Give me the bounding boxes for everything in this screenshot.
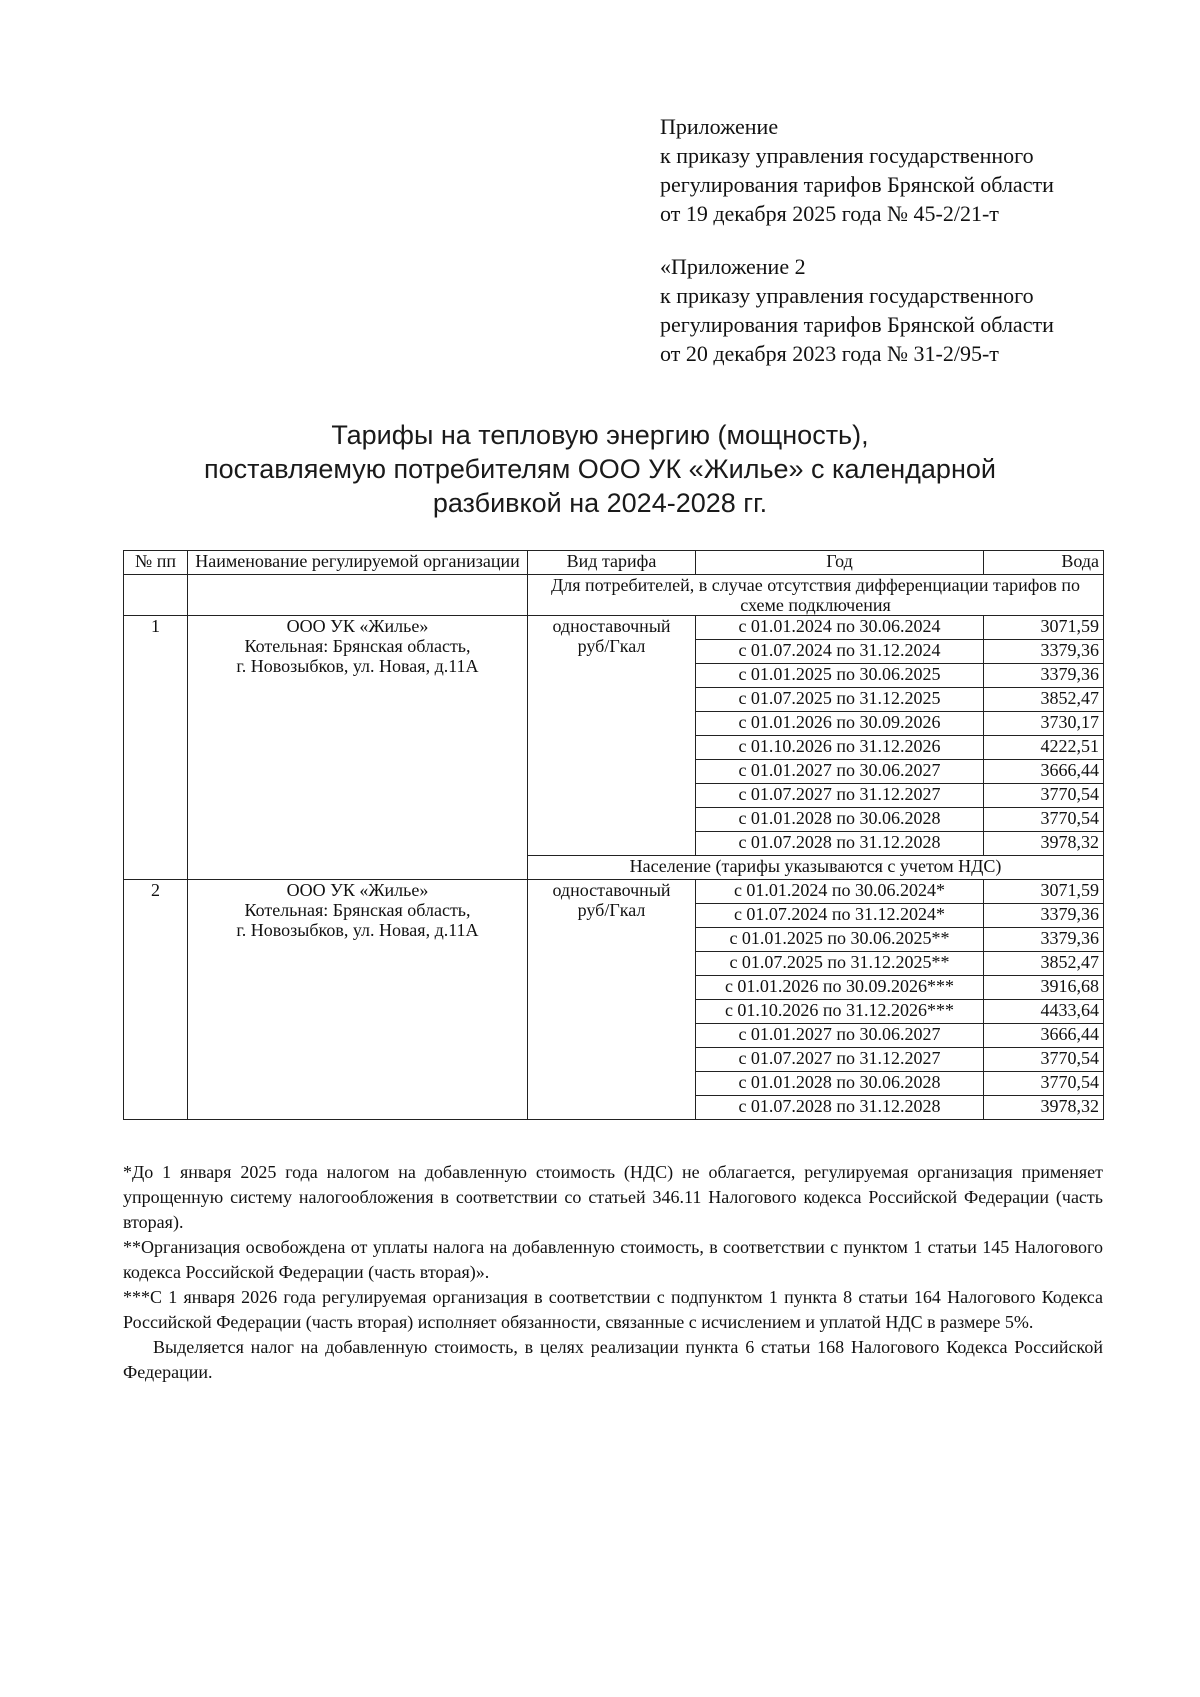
organization-line: ООО УК «Жилье» [286, 616, 429, 636]
water-value: 3379,36 [984, 640, 1104, 664]
water-value: 3770,54 [984, 1048, 1104, 1072]
period-cell: с 01.01.2028 по 30.06.2028 [696, 1072, 984, 1096]
period-cell: с 01.07.2024 по 31.12.2024* [696, 904, 984, 928]
header-year: Год [696, 551, 984, 575]
water-value: 3852,47 [984, 952, 1104, 976]
header-type: Вид тарифа [528, 551, 696, 575]
table-row [124, 880, 1104, 904]
water-value: 3852,47 [984, 688, 1104, 712]
tariff-unit: руб/Гкал [577, 636, 646, 656]
tariff-type-cell [528, 616, 696, 856]
water-value: 3071,59 [984, 880, 1104, 904]
period-cell: с 01.01.2025 по 30.06.2025** [696, 928, 984, 952]
header-num: № пп [124, 551, 188, 575]
row-number: 2 [124, 880, 188, 1120]
header-water: Вода [984, 551, 1104, 575]
period-cell: с 01.07.2027 по 31.12.2027 [696, 1048, 984, 1072]
period-cell: с 01.07.2025 по 31.12.2025 [696, 688, 984, 712]
tariff-type-cell [528, 880, 696, 1120]
organization-line: г. Новозыбков, ул. Новая, д.11А [236, 920, 479, 940]
group-caption: Население (тарифы указываются с учетом НДС) [528, 856, 1104, 880]
water-value: 3978,32 [984, 832, 1104, 856]
period-cell: с 01.07.2027 по 31.12.2027 [696, 784, 984, 808]
organization-line: Котельная: Брянская область, [244, 900, 471, 920]
header-org: Наименование регулируемой организации [188, 551, 528, 575]
period-cell: с 01.01.2027 по 30.06.2027 [696, 760, 984, 784]
period-cell: с 01.07.2028 по 31.12.2028 [696, 1096, 984, 1120]
footnote-1: *До 1 января 2025 года налогом на добавленную стоимость (НДС) не облагается, регулируемая организация применяет упрощенную систему налогообложения в соответствии со статьей 346.11 Налогового кодекса Российской Федерации (часть вторая). [123, 1162, 1103, 1232]
period-cell: с 01.07.2024 по 31.12.2024 [696, 640, 984, 664]
appendix-line: к приказу управления государственного [660, 143, 1034, 168]
row-number: 1 [124, 616, 188, 880]
group-caption-row [124, 575, 1104, 616]
period-cell: с 01.01.2028 по 30.06.2028 [696, 808, 984, 832]
water-value: 3770,54 [984, 784, 1104, 808]
organization-cell [188, 880, 528, 1120]
appendix2-line: от 20 декабря 2023 года № 31-2/95-т [660, 341, 999, 366]
empty-cell [124, 575, 188, 616]
water-value: 4222,51 [984, 736, 1104, 760]
period-cell: с 01.10.2026 по 31.12.2026*** [696, 1000, 984, 1024]
water-value: 3916,68 [984, 976, 1104, 1000]
tariff-unit: руб/Гкал [577, 900, 646, 920]
period-cell: с 01.01.2026 по 30.09.2026*** [696, 976, 984, 1000]
appendix2-line: регулирования тарифов Брянской области [660, 312, 1054, 337]
table-header-row [124, 551, 1104, 575]
water-value: 3071,59 [984, 616, 1104, 640]
period-cell: с 01.01.2024 по 30.06.2024* [696, 880, 984, 904]
tariff-type: одноставочный [552, 880, 671, 900]
water-value: 3730,17 [984, 712, 1104, 736]
organization-cell [188, 616, 528, 880]
period-cell: с 01.10.2026 по 31.12.2026 [696, 736, 984, 760]
water-value: 3666,44 [984, 1024, 1104, 1048]
period-cell: с 01.07.2025 по 31.12.2025** [696, 952, 984, 976]
water-value: 3770,54 [984, 808, 1104, 832]
appendix2-header [660, 252, 1130, 368]
tariff-table [123, 550, 1104, 1120]
water-value: 3666,44 [984, 760, 1104, 784]
footnotes [123, 1160, 1103, 1385]
organization-line: ООО УК «Жилье» [286, 880, 429, 900]
appendix-line: от 19 декабря 2025 года № 45-2/21-т [660, 201, 999, 226]
footnote-4: Выделяется налог на добавленную стоимость, в целях реализации пункта 6 статьи 168 Налогового Кодекса Российской Федерации. [123, 1337, 1103, 1382]
water-value: 3978,32 [984, 1096, 1104, 1120]
organization-line: Котельная: Брянская область, [244, 636, 471, 656]
table-row [124, 616, 1104, 640]
group-caption: Для потребителей, в случае отсутствия дифференциации тарифов по схеме подключения [528, 575, 1104, 616]
period-cell: с 01.07.2028 по 31.12.2028 [696, 832, 984, 856]
period-cell: с 01.01.2026 по 30.09.2026 [696, 712, 984, 736]
footnote-3: ***С 1 января 2026 года регулируемая организация в соответствии с подпунктом 1 пункта 8 статьи 164 Налогового Кодекса Российской Федерации (часть вторая) исполняет обязанности, связанные с исчислением и уплатой НДС в размере 5%. [123, 1287, 1103, 1332]
appendix2-line: к приказу управления государственного [660, 283, 1034, 308]
water-value: 3379,36 [984, 928, 1104, 952]
tariff-type: одноставочный [552, 616, 671, 636]
period-cell: с 01.01.2027 по 30.06.2027 [696, 1024, 984, 1048]
water-value: 3379,36 [984, 664, 1104, 688]
appendix2-line: «Приложение 2 [660, 254, 806, 279]
document-title [140, 418, 1060, 520]
title-line: поставляемую потребителям ООО УК «Жилье» с календарной [204, 454, 996, 484]
appendix-header [660, 112, 1130, 228]
period-cell: с 01.01.2025 по 30.06.2025 [696, 664, 984, 688]
water-value: 3770,54 [984, 1072, 1104, 1096]
title-line: разбивкой на 2024-2028 гг. [432, 488, 768, 518]
empty-cell [188, 575, 528, 616]
period-cell: с 01.01.2024 по 30.06.2024 [696, 616, 984, 640]
footnote-2: **Организация освобождена от уплаты налога на добавленную стоимость, в соответствии с пунктом 1 статьи 145 Налогового кодекса Российской Федерации (часть вторая)». [123, 1237, 1103, 1282]
appendix-line: регулирования тарифов Брянской области [660, 172, 1054, 197]
water-value: 4433,64 [984, 1000, 1104, 1024]
appendix-line: Приложение [660, 114, 779, 139]
organization-line: г. Новозыбков, ул. Новая, д.11А [236, 656, 479, 676]
water-value: 3379,36 [984, 904, 1104, 928]
title-line: Тарифы на тепловую энергию (мощность), [331, 420, 869, 450]
